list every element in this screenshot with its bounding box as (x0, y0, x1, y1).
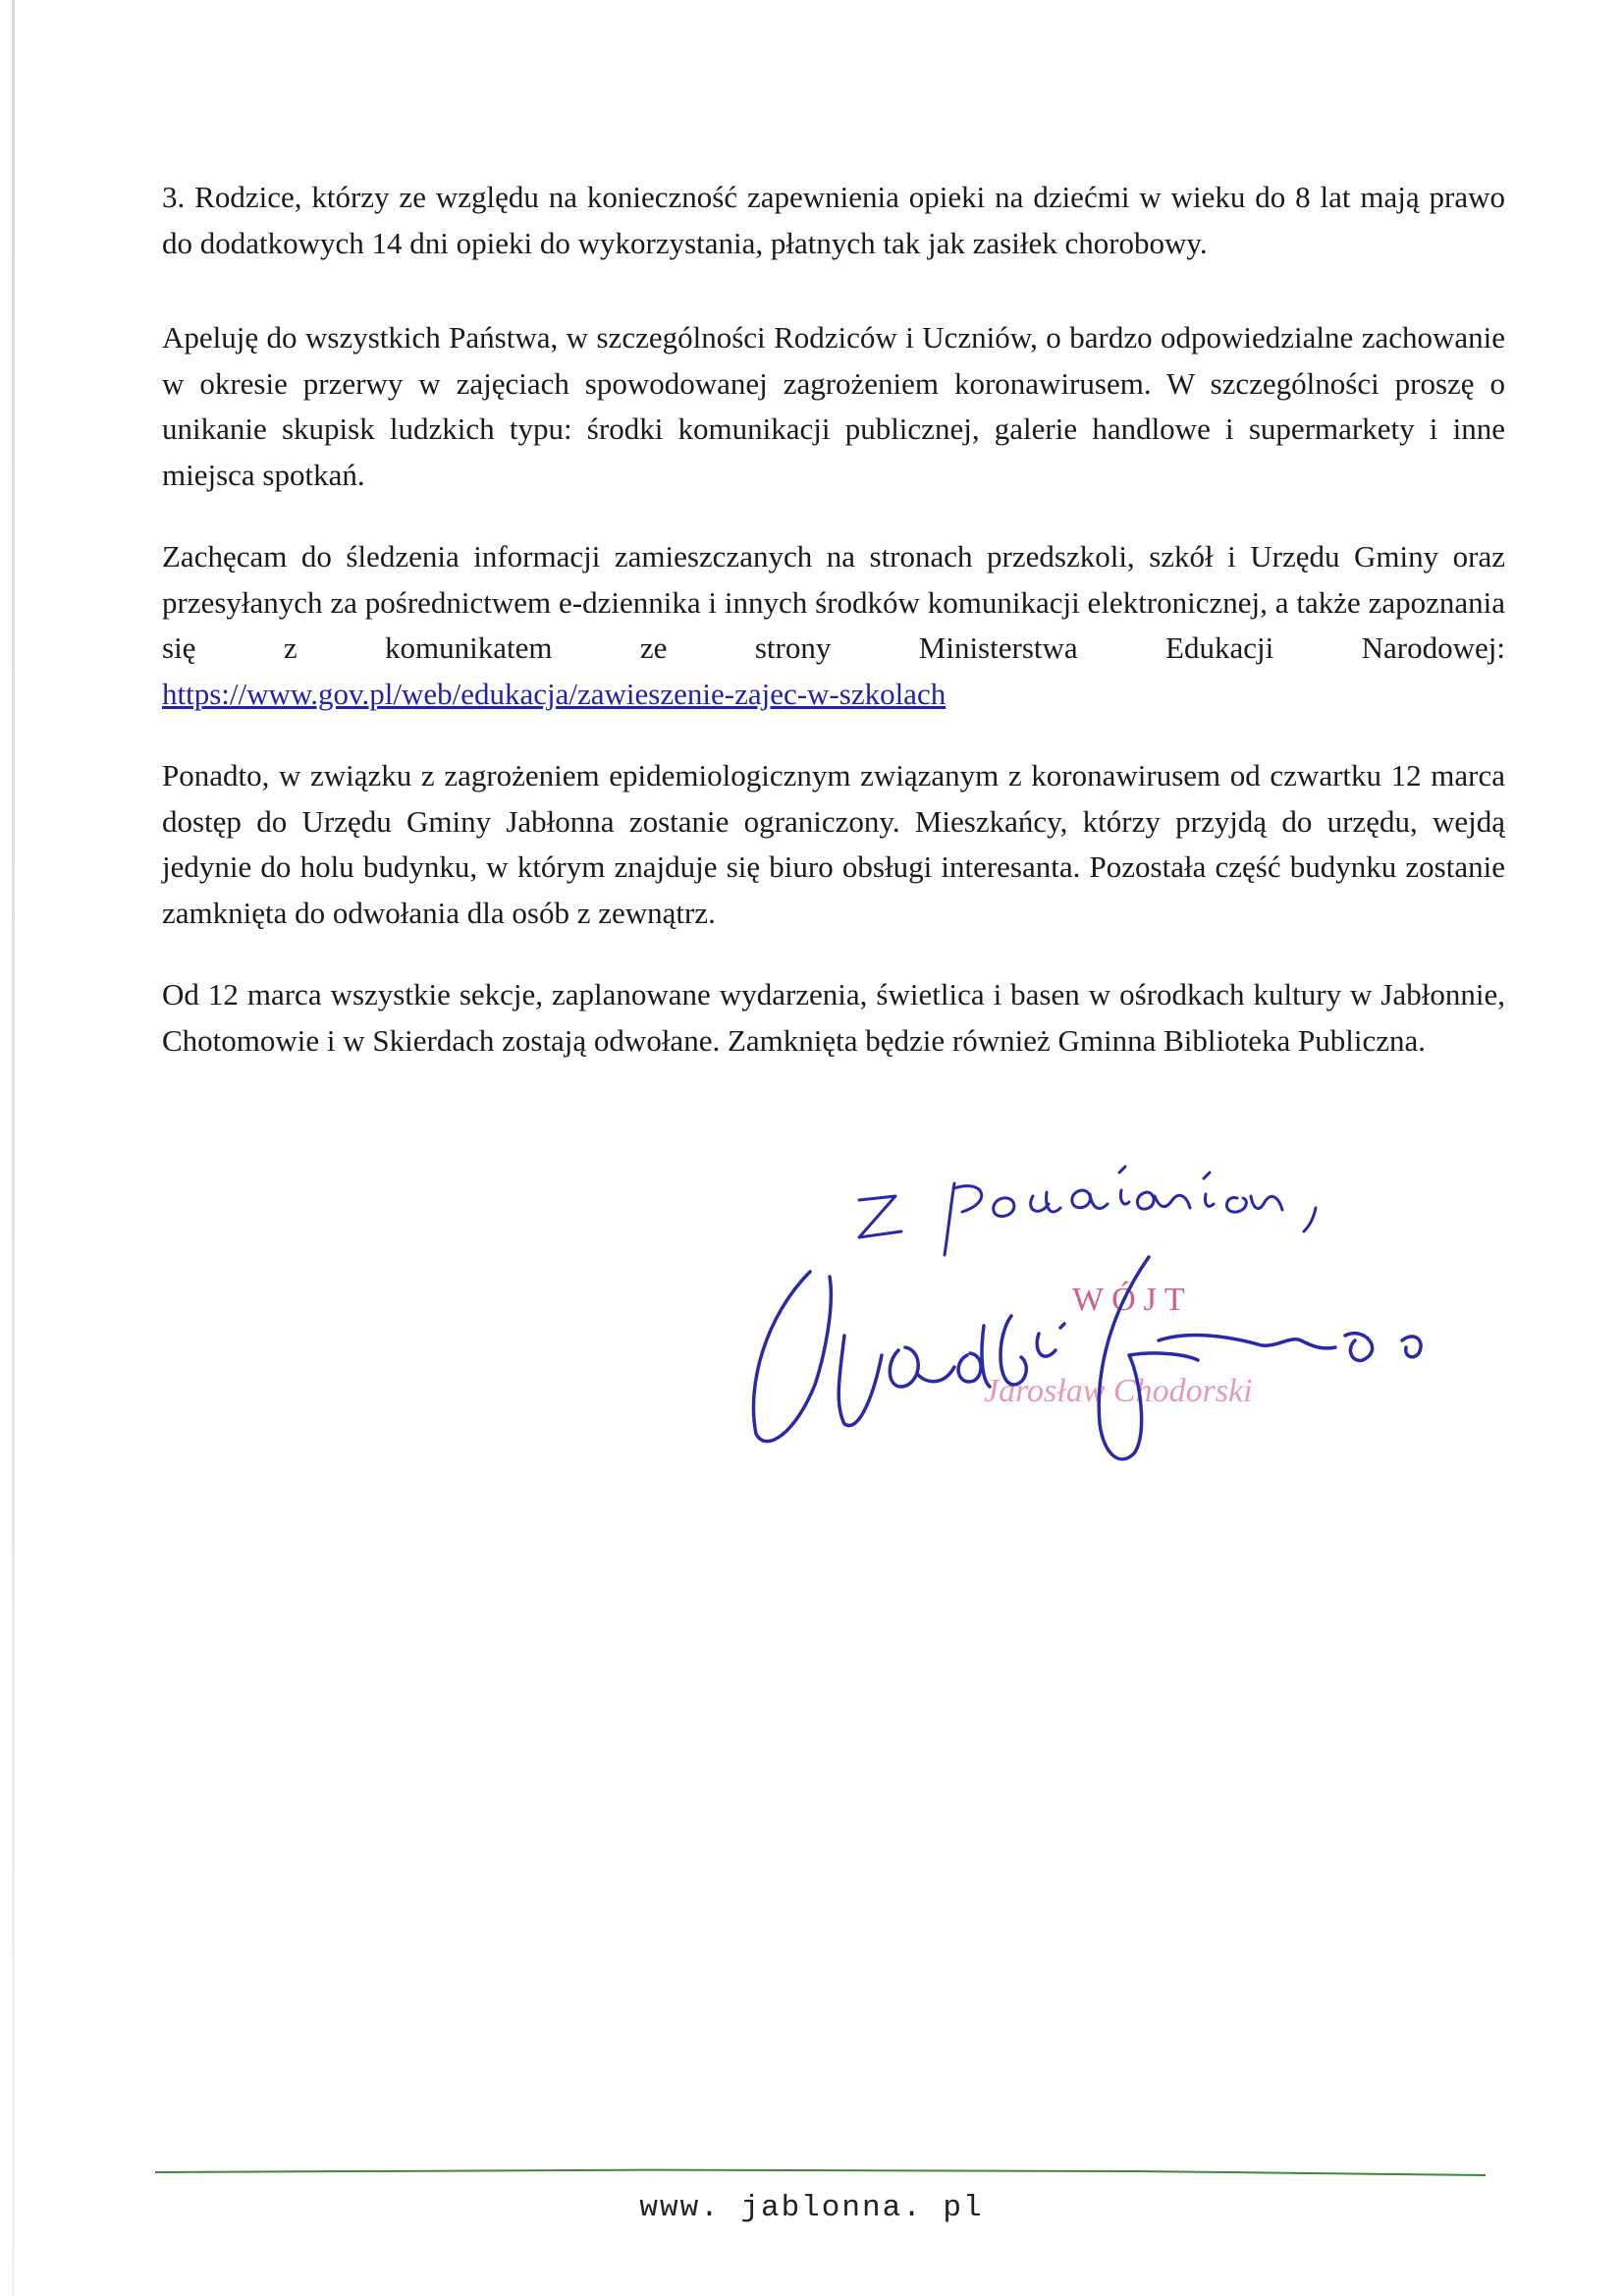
paragraph-cultural-closures: Od 12 marca wszystkie sekcje, zaplanowane wydarzenia, świetlica i basen w ośrodkach kultury w Jabłonnie, Chotomowie i w Skierdach zostają odwołane. Zamknięta będzie również Gminna Biblioteka Publiczna. (162, 977, 1505, 1058)
footer-divider (155, 2166, 1490, 2180)
signature-block (727, 1139, 1532, 1493)
stamp-name: Jarosław Chodorski (984, 1373, 1253, 1409)
letter-body (162, 175, 1505, 1064)
information-text: Zachęcam do śledzenia informacji zamieszczanych na stronach przedszkoli, szkół i Urzędu Gminy oraz przesyłanych za pośrednictwem e-dziennika i innych środków komunikacji elektronicznej, a także zapoznania się z komunikatem ze strony Ministerstwa Edukacji Narodowej: (162, 539, 1505, 665)
paragraph-office-access: Ponadto, w związku z zagrożeniem epidemiologicznym związanym z koronawirusem od czwartku 12 marca dostęp do Urzędu Gminy Jabłonna zostanie ograniczony. Mieszkańcy, którzy przyjdą do urzędu, wejdą jedynie do holu budynku, w którym znajduje się biuro obsługi interesanta. Pozostała część budynku zostanie zamknięta do odwołania dla osób z zewnątrz. (162, 758, 1505, 930)
ministry-link[interactable]: https://www.gov.pl/web/edukacja/zawieszenie-zajec-w-szkolach (162, 676, 947, 711)
paragraph-parental-care: 3. Rodzice, którzy ze względu na konieczność zapewnienia opieki na dziećmi w wieku do 8 lat mają prawo do dodatkowych 14 dni opieki do wykorzystania, płatnych tak jak zasiłek chorobowy. (162, 180, 1505, 260)
handwritten-signature (727, 1139, 1532, 1493)
scan-edge (12, 0, 15, 2296)
paragraph-appeal: Apeluję do wszystkich Państwa, w szczególności Rodziców i Uczniów, o bardzo odpowiedzialne zachowanie w okresie przerwy w zajęciach spowodowanej zagrożeniem koronawirusem. W szczególności proszę o unikanie skupisk ludzkich typu: środki komunikacji publicznej, galerie handlowe i supermarkety i inne miejsca spotkań. (162, 320, 1505, 492)
footer-website: www. jablonna. pl (639, 2191, 984, 2225)
stamp-title: WÓJT (1072, 1282, 1193, 1318)
paragraph-information (162, 534, 1505, 717)
